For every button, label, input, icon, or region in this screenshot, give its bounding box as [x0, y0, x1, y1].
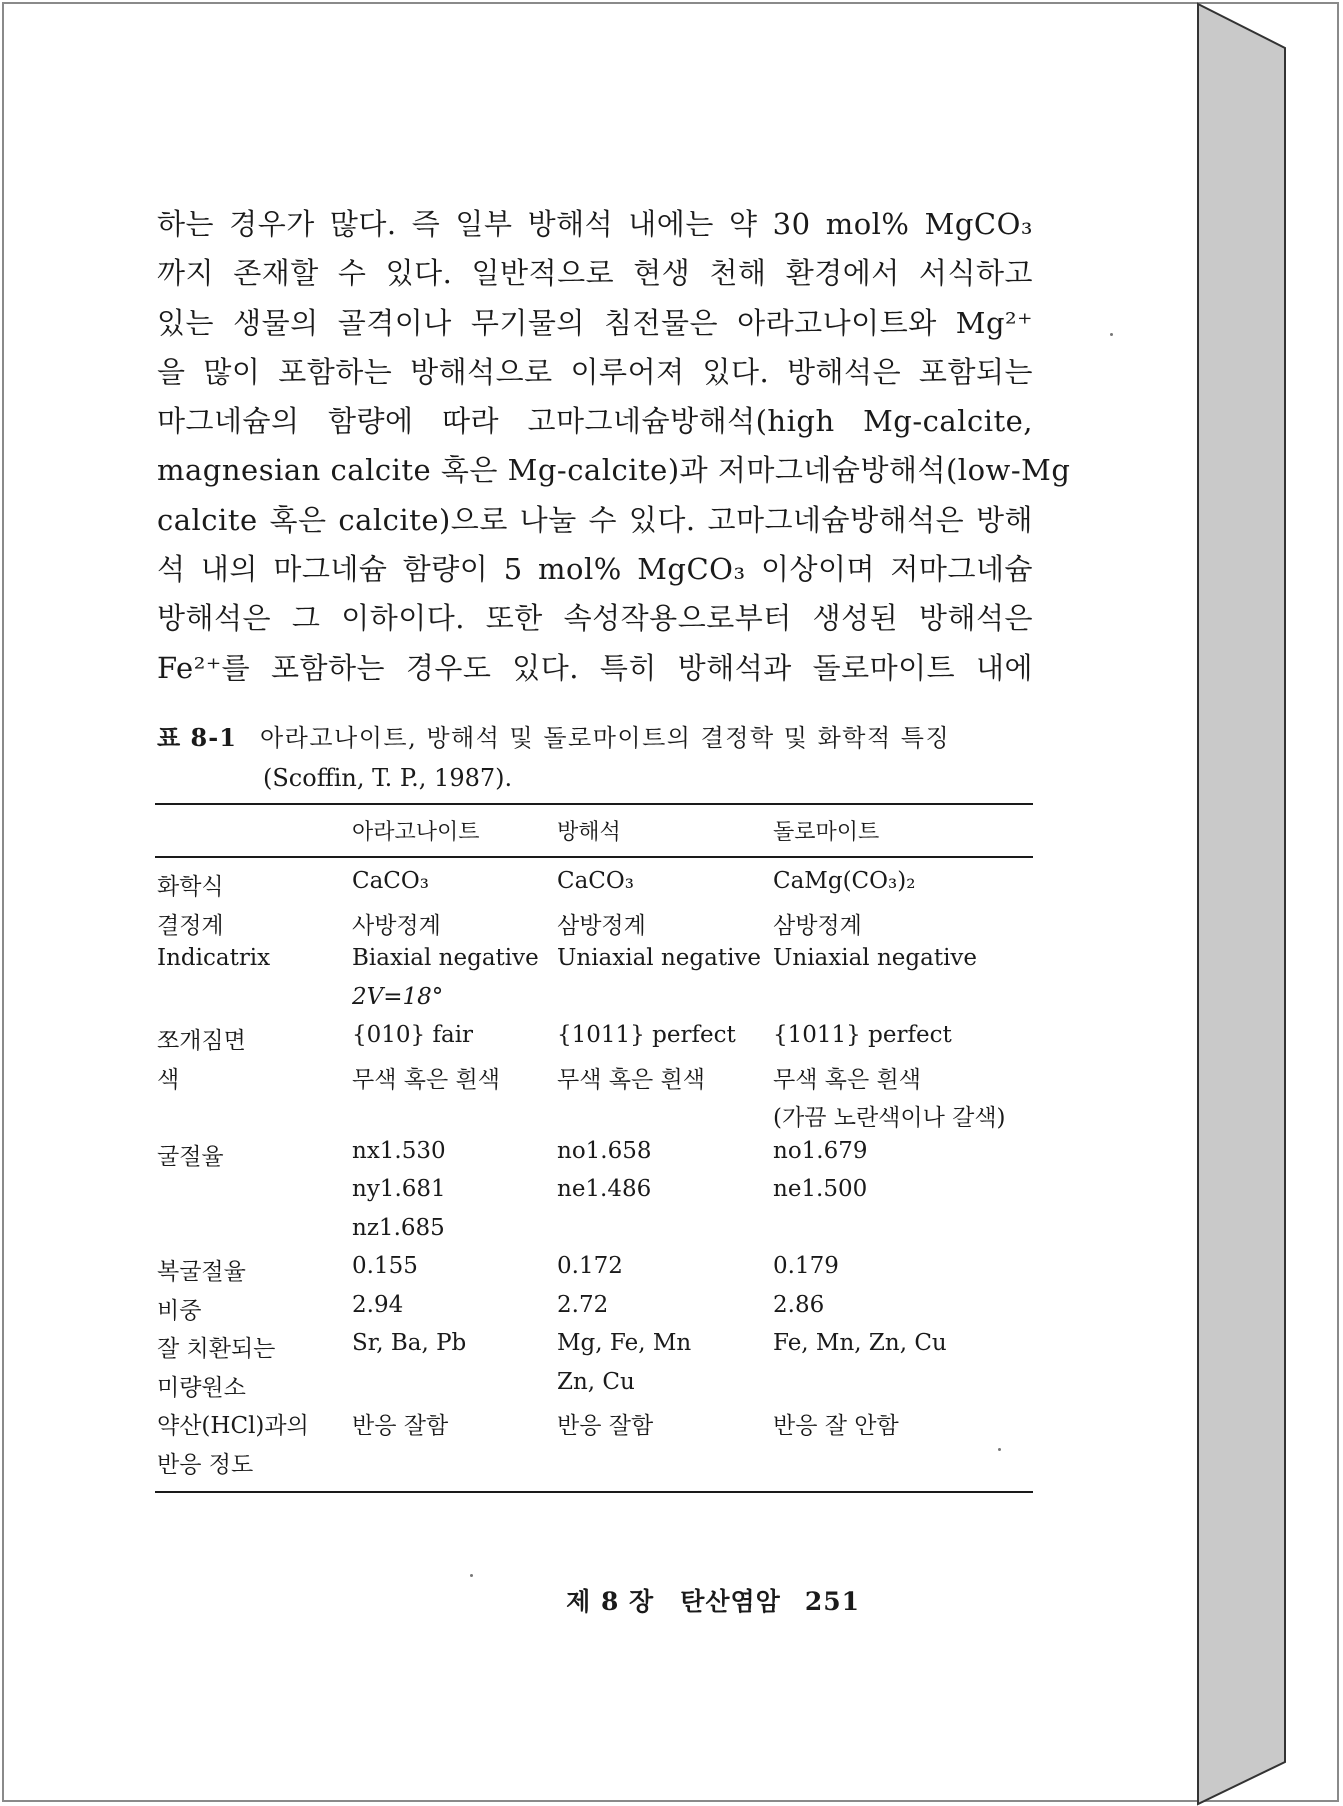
- table-cell: CaCO₃: [352, 868, 429, 894]
- table-cell: 사방정계: [352, 912, 441, 939]
- table-bottom-rule: [155, 1491, 1033, 1493]
- row-label: 약산(HCl)과의: [157, 1413, 309, 1439]
- table-row: [157, 1292, 1033, 1330]
- table-cell: {010} fair: [352, 1022, 474, 1048]
- table-cell: 반응 잘함: [352, 1413, 449, 1439]
- table-cell: 무색 혹은 흰색: [557, 1066, 705, 1093]
- table-cell: {1011} perfect: [773, 1022, 952, 1048]
- caption-text: 아라고나이트, 방해석 및 돌로마이트의 결정학 및 화학적 특징: [260, 724, 951, 752]
- table-cell: 2.86: [773, 1291, 825, 1318]
- table-row: [157, 984, 1033, 1022]
- row-label: Indicatrix: [157, 945, 271, 971]
- body-paragraph: [157, 200, 1071, 693]
- table-cell: Uniaxial negative: [773, 945, 978, 971]
- row-label: 화학식: [157, 874, 224, 900]
- chapter-number: 제 8 장: [566, 1587, 655, 1616]
- header-calcite: 방해석: [557, 820, 621, 845]
- table-row: [157, 1099, 1033, 1137]
- table-cell: Mg, Fe, Mn: [557, 1330, 692, 1356]
- table-row: [157, 1215, 1033, 1253]
- table-cell: 반응 잘 안함: [773, 1413, 899, 1439]
- body-line: 석 내의 마그네슘 함량이 5 mol% MgCO₃ 이상이며 저마그네슘: [157, 552, 1033, 587]
- table-caption: [157, 718, 1033, 798]
- body-line: 을 많이 포함하는 방해석으로 이루어져 있다. 방해석은 포함되는: [157, 354, 1033, 389]
- table-cell: 삼방정계: [557, 912, 646, 939]
- row-label: 색: [157, 1066, 180, 1093]
- table-row: [157, 1176, 1033, 1214]
- table-cell: 2.72: [557, 1291, 609, 1318]
- table-cell: 무색 혹은 흰색: [352, 1066, 500, 1093]
- table-cell: no1.679: [773, 1137, 868, 1164]
- table-cell: nz1.685: [352, 1214, 445, 1241]
- table-cell: 삼방정계: [773, 912, 862, 939]
- table-cell: Biaxial negative: [352, 945, 539, 971]
- row-label: 결정계: [157, 912, 224, 939]
- table-cell: (가끔 노란색이나 갈색): [773, 1105, 1006, 1131]
- body-line: 까지 존재할 수 있다. 일반적으로 현생 천해 환경에서 서식하고: [157, 256, 1033, 291]
- table-row: [157, 1138, 1033, 1176]
- header-aragonite: 아라고나이트: [352, 820, 480, 845]
- body-line: 방해석은 그 이하이다. 또한 속성작용으로부터 생성된 방해석은: [157, 601, 1033, 636]
- table-cell: Fe, Mn, Zn, Cu: [773, 1330, 947, 1356]
- table-top-rule: [155, 803, 1033, 805]
- table-row: [157, 1253, 1033, 1291]
- table-header-rule: [155, 856, 1033, 858]
- page-number: 251: [804, 1587, 860, 1616]
- table-row: [157, 1022, 1033, 1060]
- table-header-row: [157, 812, 1033, 850]
- table-cell: 0.172: [557, 1253, 623, 1279]
- table-row: [157, 1407, 1033, 1445]
- speck: [470, 1574, 473, 1577]
- row-label: 굴절율: [157, 1143, 224, 1170]
- table-cell: CaMg(CO₃)₂: [773, 868, 916, 894]
- table-cell: ne1.500: [773, 1176, 868, 1202]
- table-row: [157, 1061, 1033, 1099]
- body-line: 하는 경우가 많다. 즉 일부 방해석 내에는 약 30 mol% MgCO₃: [157, 207, 1033, 241]
- table-cell: Uniaxial negative: [557, 945, 762, 971]
- table-cell: 0.155: [352, 1253, 418, 1279]
- row-label: 미량원소: [157, 1374, 246, 1401]
- row-label: 쪼개짐면: [157, 1028, 246, 1054]
- table-body: [157, 868, 1033, 1488]
- table-cell: ne1.486: [557, 1176, 652, 1202]
- table-row: [157, 1446, 1033, 1484]
- table-cell: 0.179: [773, 1253, 839, 1279]
- speck: [998, 1448, 1001, 1451]
- table-row: [157, 868, 1033, 906]
- body-line: 있는 생물의 골격이나 무기물의 침전물은 아라고나이트와 Mg²⁺: [157, 305, 1033, 340]
- page-footer: [556, 1582, 860, 1618]
- table-row: [157, 1369, 1033, 1407]
- row-label: 잘 치환되는: [157, 1336, 276, 1362]
- row-label: 복굴절율: [157, 1259, 246, 1285]
- table-label: 표 8-1: [157, 723, 237, 752]
- row-label: 비중: [157, 1297, 202, 1324]
- table-cell: 무색 혹은 흰색: [773, 1066, 921, 1093]
- table-cell: 반응 잘함: [557, 1413, 654, 1439]
- table-cell: {1011} perfect: [557, 1022, 736, 1048]
- row-label: 반응 정도: [157, 1451, 254, 1478]
- table-row: [157, 945, 1033, 983]
- table-row: [157, 1330, 1033, 1368]
- table-cell: 2.94: [352, 1291, 404, 1318]
- caption-citation: (Scoffin, T. P., 1987).: [263, 764, 513, 792]
- table-row: [157, 907, 1033, 945]
- table-cell: no1.658: [557, 1137, 652, 1164]
- table-cell: CaCO₃: [557, 868, 634, 894]
- table-cell: nx1.530: [352, 1137, 446, 1164]
- body-line: magnesian calcite 혹은 Mg-calcite)과 저마그네슘방해석(low-Mg: [157, 453, 1071, 488]
- table-cell: 2V=18°: [352, 983, 444, 1010]
- header-dolomite: 돌로마이트: [773, 820, 880, 845]
- table-cell: ny1.681: [352, 1176, 446, 1202]
- speck: [1110, 333, 1113, 336]
- body-line: 마그네슘의 함량에 따라 고마그네슘방해석(high Mg-calcite,: [157, 404, 1033, 439]
- body-line: Fe²⁺를 포함하는 경우도 있다. 특히 방해석과 돌로마이트 내에: [157, 650, 1033, 685]
- table-cell: Sr, Ba, Pb: [352, 1330, 467, 1356]
- chapter-title: 탄산염암: [680, 1587, 781, 1616]
- table-cell: Zn, Cu: [557, 1368, 635, 1395]
- body-line: calcite 혹은 calcite)으로 나눌 수 있다. 고마그네슘방해석은 방해: [157, 502, 1033, 537]
